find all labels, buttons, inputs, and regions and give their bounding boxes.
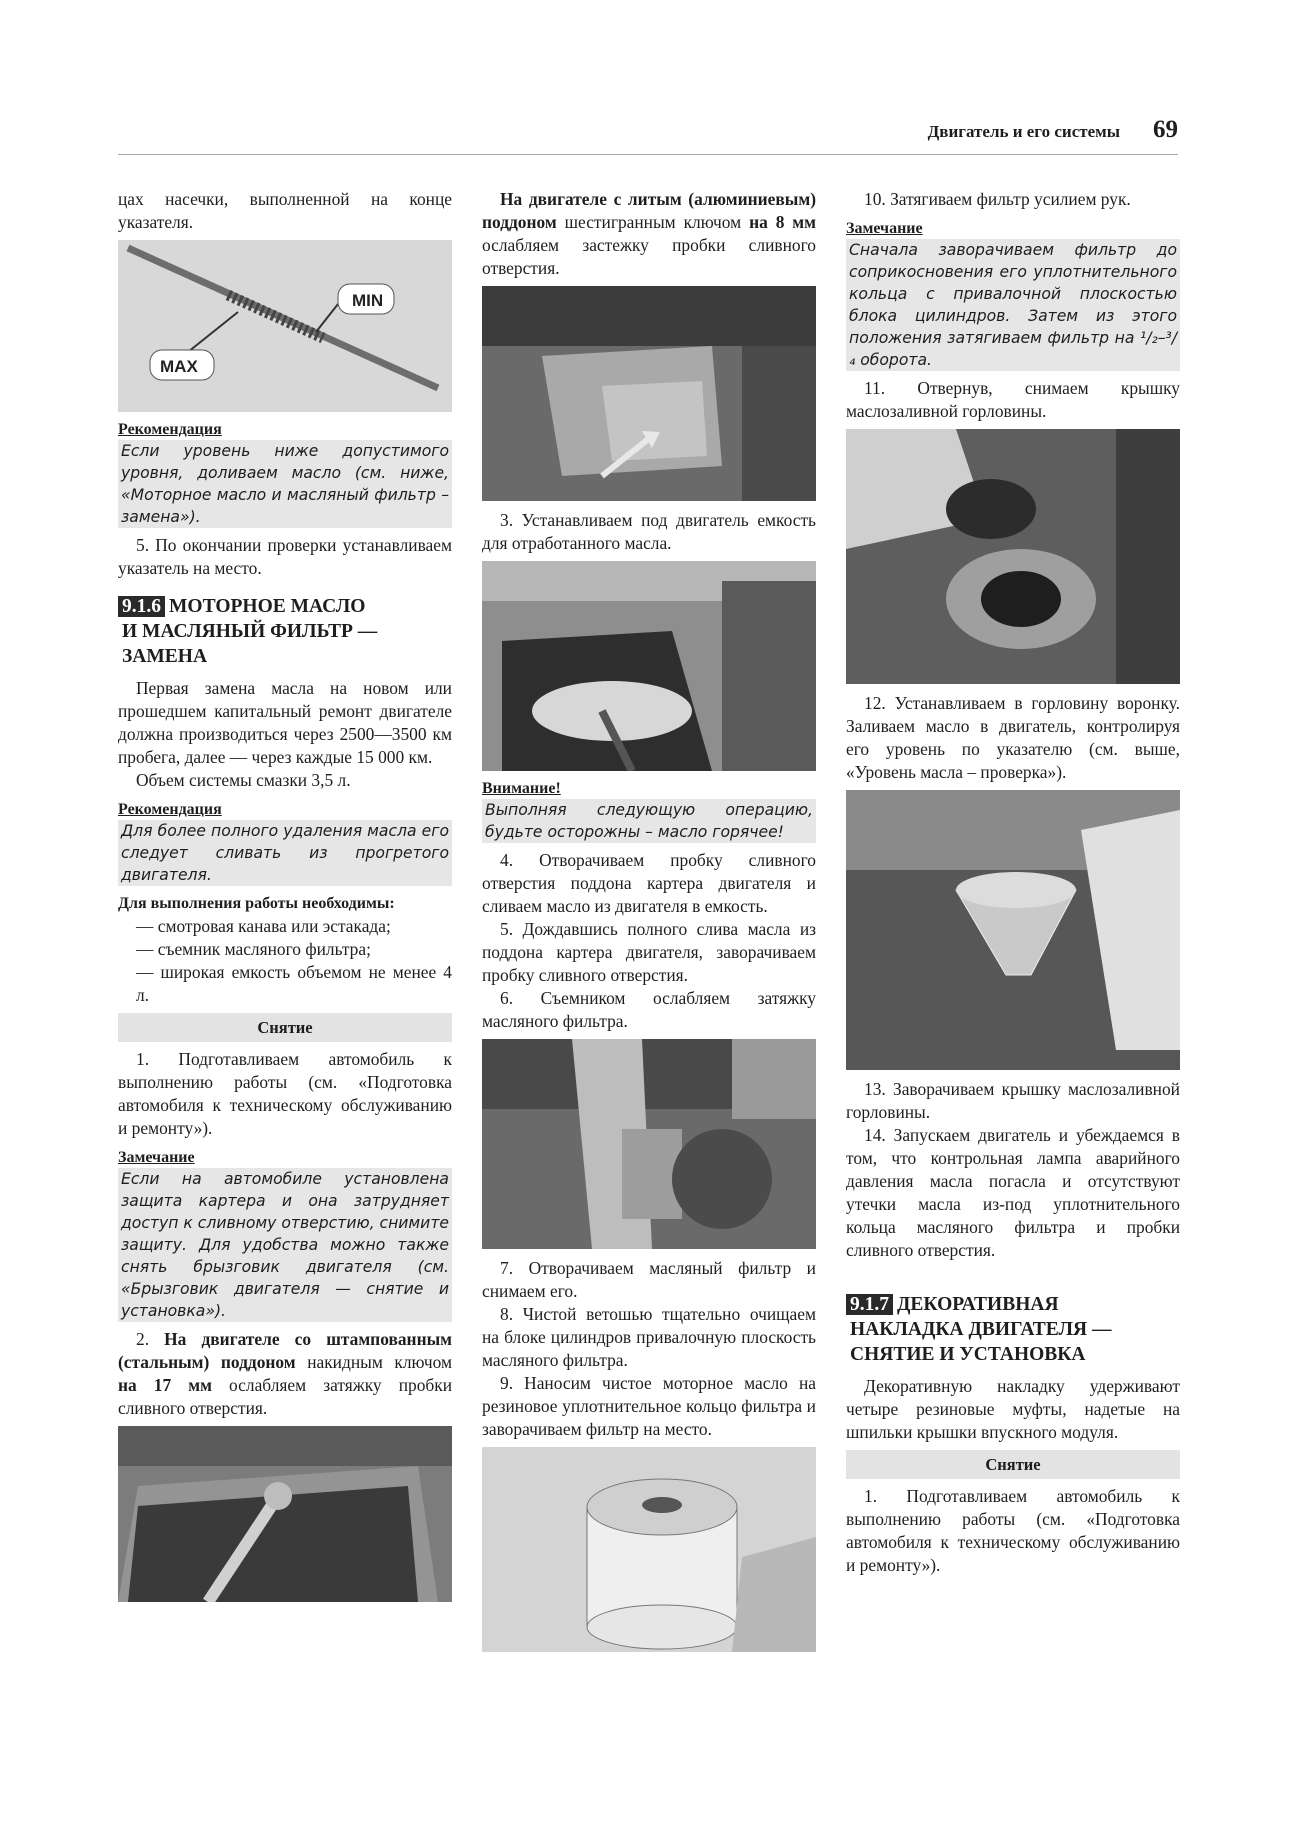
column-2 bbox=[482, 188, 816, 1660]
step-2-size: на 17 мм bbox=[118, 1375, 212, 1395]
section-number: 9.1.6 bbox=[118, 596, 165, 617]
page-header bbox=[118, 116, 1178, 148]
note-text-end: оборота. bbox=[855, 351, 932, 369]
figure-dipstick bbox=[118, 240, 452, 412]
label-max: MAX bbox=[160, 357, 198, 376]
warning-label: Внимание! bbox=[482, 780, 561, 797]
step-2-bold: На двигателе со штампованным (стальным) поддоном bbox=[118, 1329, 453, 1372]
step-3: 3. Устанавливаем под двигатель емкость для отработанного масла. bbox=[482, 510, 816, 553]
step-cast-pan bbox=[482, 188, 816, 280]
cast-pan-text-end: ослабляем застежку пробки сливного отверстия. bbox=[482, 235, 816, 278]
step-12: 12. Устанавливаем в горловину воронку. Заливаем масло в двигатель, контролируя его уровень по указателю (см. выше, «Уровень масла – проверка»). bbox=[846, 693, 1180, 782]
intro-paragraph: Декоративную накладку удерживают четыре резиновые муфты, надетые на шпильки крышки впускного модуля. bbox=[846, 1376, 1180, 1442]
recommendation-label: Рекомендация bbox=[118, 421, 222, 438]
cast-pan-size: на 8 мм bbox=[749, 212, 816, 232]
subheading-removal: Снятие bbox=[118, 1013, 452, 1042]
column-1 bbox=[118, 188, 452, 1610]
cast-pan-text: шестигранным ключом bbox=[556, 212, 750, 232]
section-title-line-3: ЗАМЕНА bbox=[122, 646, 208, 667]
subheading-removal: Снятие bbox=[846, 1450, 1180, 1479]
requirement-item: — смотровая канава или эстакада; bbox=[136, 916, 391, 936]
note-label: Замечание bbox=[846, 220, 923, 237]
volume-paragraph: Объем системы смазки 3,5 л. bbox=[136, 770, 351, 790]
requirement-item: — съемник масляного фильтра; bbox=[136, 939, 371, 959]
step-4: 4. Отворачиваем пробку сливного отверстия поддона картера двигателя и сливаем масло из двигателя в емкость. bbox=[482, 850, 816, 916]
step-13: 13. Заворачиваем крышку маслозаливной горловины. bbox=[846, 1079, 1180, 1122]
step-10: 10. Затягиваем фильтр усилием рук. bbox=[864, 189, 1131, 209]
section-heading-9-1-7 bbox=[846, 1292, 1180, 1367]
column-3 bbox=[846, 188, 1180, 1577]
step-2-number: 2. bbox=[136, 1329, 165, 1349]
photo-oil-container bbox=[482, 561, 816, 771]
running-header-title: Двигатель и его системы bbox=[927, 122, 1120, 141]
step-2 bbox=[118, 1328, 452, 1420]
step-5: 5. Дождавшись полного слива масла из поддона картера двигателя, заворачиваем пробку сливного отверстия. bbox=[482, 919, 816, 985]
intro-paragraph: Первая замена масла на новом или прошедшем капитальный ремонт двигателе должна производиться через 2500—3500 км пробега, далее — через каждые 15 000 км. bbox=[118, 678, 452, 767]
recommendation-label-2: Рекомендация bbox=[118, 801, 222, 818]
section-title-line-1: ДЕКОРАТИВНАЯ bbox=[897, 1294, 1059, 1315]
note-text-body: Сначала заворачиваем фильтр до соприкосновения его уплотнительного кольца с привалочной плоскостью блока цилиндров. Затем из этого положения затягиваем фильтр на bbox=[849, 241, 1177, 347]
section-title-line-3: СНЯТИЕ И УСТАНОВКА bbox=[850, 1344, 1086, 1365]
photo-drain-plug-wrench bbox=[118, 1426, 452, 1602]
section-title-line-2: И МАСЛЯНЫЙ ФИЛЬТР — bbox=[122, 621, 378, 642]
paragraph-continued: цах насечки, выполненной на конце указателя. bbox=[118, 189, 452, 232]
note-fraction: ¹/₂–³/₄ bbox=[849, 329, 1177, 369]
section-number: 9.1.7 bbox=[846, 1294, 893, 1315]
step-2-text: накидным ключом bbox=[295, 1352, 452, 1372]
photo-filter-wrench bbox=[482, 1039, 816, 1249]
step-5: 5. По окончании проверки устанавливаем указатель на место. bbox=[118, 535, 452, 578]
step-8: 8. Чистой ветошью тщательно очищаем на блоке цилиндров привалочную плоскость масляного фильтра. bbox=[482, 1304, 816, 1370]
requirement-item: — широкая емкость объемом не менее 4 л. bbox=[136, 962, 452, 1005]
page-number: 69 bbox=[1153, 116, 1178, 143]
section-title-line-1: МОТОРНОЕ МАСЛО bbox=[169, 596, 366, 617]
step-14: 14. Запускаем двигатель и убеждаемся в том, что контрольная лампа аварийного давления масла погасла и отсутствуют утечки масла из-под уплотнительного кольца масляного фильтра и пробки сливного отверстия. bbox=[846, 1125, 1180, 1260]
photo-aluminum-pan bbox=[482, 286, 816, 501]
recommendation-text-2: Для более полного удаления масла его следует сливать из прогретого двигателя. bbox=[118, 820, 452, 886]
requirements-label: Для выполнения работы необходимы: bbox=[118, 895, 395, 912]
recommendation-text: Если уровень ниже допустимого уровня, доливаем масло (см. ниже, «Моторное масло и масляный фильтр – замена»). bbox=[118, 440, 452, 528]
note-text bbox=[846, 239, 1180, 371]
step-2-text-end: ослабляем затяжку пробки сливного отверстия. bbox=[118, 1375, 452, 1418]
step-7: 7. Отворачиваем масляный фильтр и снимаем его. bbox=[482, 1258, 816, 1301]
photo-funnel bbox=[846, 790, 1180, 1070]
label-min: MIN bbox=[352, 291, 384, 310]
step-6: 6. Съемником ослабляем затяжку масляного фильтра. bbox=[482, 988, 816, 1031]
step-1: 1. Подготавливаем автомобиль к выполнению работы (см. «Подготовка автомобиля к техническому обслуживанию и ремонту»). bbox=[118, 1049, 452, 1138]
photo-filler-cap bbox=[846, 429, 1180, 684]
step-9: 9. Наносим чистое моторное масло на резиновое уплотнительное кольцо фильтра и заворачиваем фильтр на место. bbox=[482, 1373, 816, 1439]
step-11: 11. Отвернув, снимаем крышку маслозаливной горловины. bbox=[846, 378, 1180, 421]
header-rule bbox=[118, 154, 1178, 155]
note-label: Замечание bbox=[118, 1149, 195, 1166]
note-text: Если на автомобиле установлена защита картера и она затрудняет доступ к сливному отверстию, снимите защиту. Для удобства можно также снять брызговик двигателя (см. «Брызговик двигателя — снятие и установка»). bbox=[118, 1168, 452, 1322]
photo-oil-filter bbox=[482, 1447, 816, 1652]
warning-text: Выполняя следующую операцию, будьте осторожны – масло горячее! bbox=[482, 799, 816, 843]
section-title-line-2: НАКЛАДКА ДВИГАТЕЛЯ — bbox=[850, 1319, 1112, 1340]
cast-pan-bold: На двигателе с литым (алюминиевым) поддоном bbox=[482, 189, 816, 232]
step-1: 1. Подготавливаем автомобиль к выполнению работы (см. «Подготовка автомобиля к техническому обслуживанию и ремонту»). bbox=[846, 1486, 1180, 1575]
section-heading-9-1-6 bbox=[118, 594, 452, 669]
